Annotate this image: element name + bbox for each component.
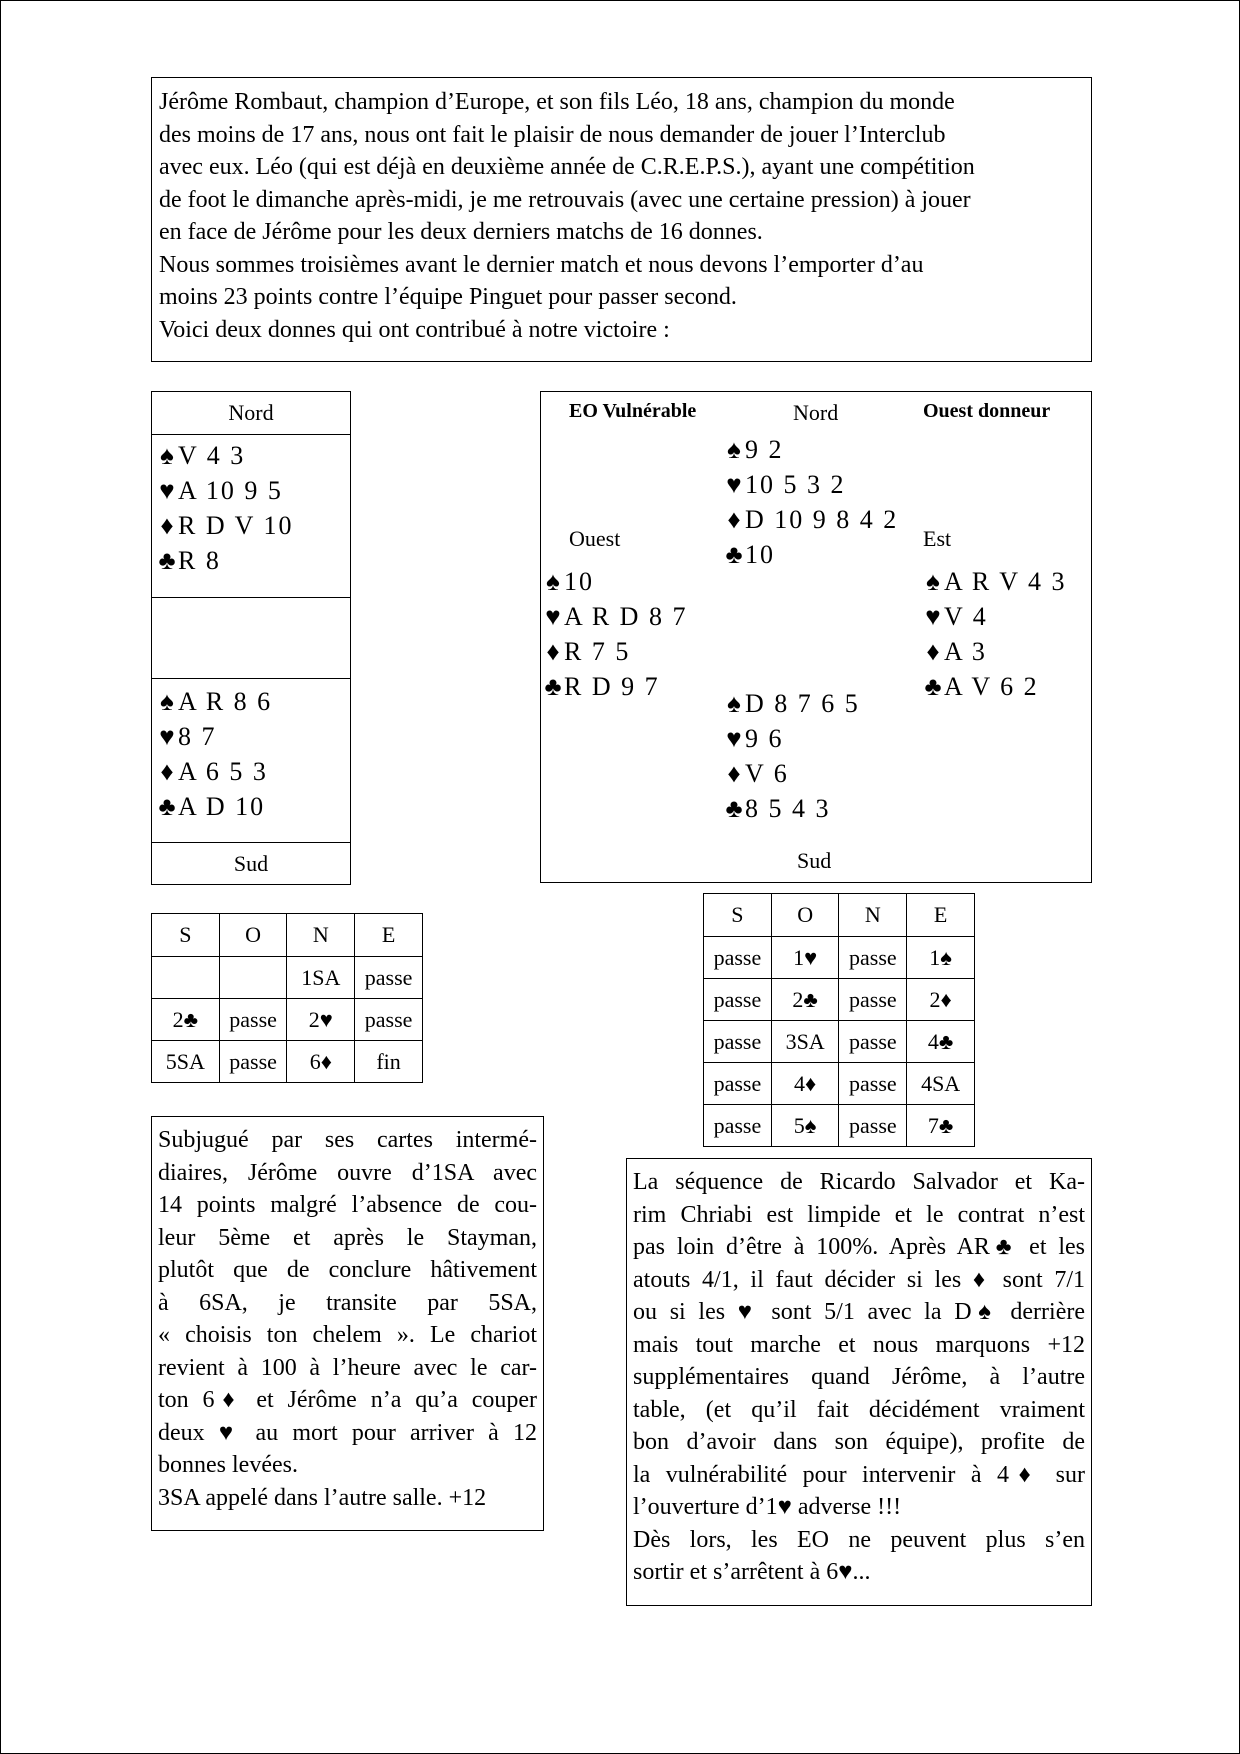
- bidding-header: N: [287, 914, 355, 957]
- comment-line: Dès lors, les EO ne peuvent plus s’en: [633, 1526, 1085, 1553]
- deal2-comment: [633, 1166, 1085, 1589]
- bidding-header: O: [771, 894, 839, 937]
- comment-line: l’ouverture d’1♥ adverse !!!: [633, 1494, 902, 1520]
- cards: A V 6 2: [944, 672, 1039, 701]
- bid-cell: [152, 957, 220, 999]
- deal2-diagram: [540, 391, 1092, 883]
- spade-icon: ♠: [727, 689, 741, 718]
- hand-line: [542, 634, 687, 669]
- deal2-comment-box: [626, 1158, 1092, 1606]
- cards: A D 10: [178, 792, 266, 821]
- deal1-comment-box: [151, 1116, 544, 1531]
- comment-line: Subjugué par ses cartes intermé-: [158, 1127, 537, 1153]
- cards: 8 5 4 3: [745, 794, 831, 823]
- deal2-west-label: Ouest: [569, 526, 621, 551]
- bid-cell: 1♥: [771, 937, 839, 979]
- dealer-label: Ouest donneur: [923, 400, 1051, 422]
- bidding-header: N: [839, 894, 907, 937]
- comment-line: à 6SA, je transite par 5SA,: [158, 1289, 537, 1316]
- bid-cell: 2♣: [152, 999, 220, 1041]
- cards: A R 8 6: [178, 687, 273, 716]
- intro-line: de foot le dimanche après-midi, je me retrouvais (avec une certaine pression) à jouer: [159, 186, 971, 213]
- heart-icon: ♥: [545, 602, 561, 631]
- intro-line: avec eux. Léo (qui est déjà en deuxième année de C.R.E.P.S.), ayant une compétition: [159, 154, 975, 180]
- bid-cell: passe: [839, 1021, 907, 1063]
- cards: A R V 4 3: [944, 567, 1067, 596]
- bid-cell: 3SA: [771, 1021, 839, 1063]
- bid-cell: 6♦: [287, 1041, 355, 1083]
- bid-cell: 7♣: [907, 1105, 975, 1147]
- bid-cell: passe: [355, 999, 423, 1041]
- hand-line: [723, 791, 860, 826]
- bidding-row: [704, 979, 975, 1021]
- comment-line: ton 6♦ et Jérôme n’a qu’a couper: [158, 1387, 537, 1413]
- cards: V 4 3: [178, 441, 246, 470]
- bid-cell: 1♠: [907, 937, 975, 979]
- bid-cell: passe: [704, 937, 772, 979]
- comment-line: pas loin d’être à 100%. Après AR♣ et les: [633, 1234, 1085, 1260]
- cards: 10: [745, 540, 775, 569]
- comment-line: mais tout marche et nous marquons +12: [633, 1331, 1085, 1358]
- bid-cell: passe: [704, 1105, 772, 1147]
- bidding-row: [704, 1063, 975, 1105]
- comment-line: rim Chriabi est limpide et le contrat n’est: [633, 1201, 1085, 1228]
- bid-cell: 5♠: [771, 1105, 839, 1147]
- cards: D 8 7 6 5: [745, 689, 860, 718]
- cards: R D 9 7: [564, 672, 660, 701]
- diamond-icon: ♦: [546, 637, 560, 666]
- deal1-north-hand: [156, 438, 293, 578]
- bid-cell: 2♥: [287, 999, 355, 1041]
- hand-line: [542, 669, 687, 704]
- bidding-row: [704, 1021, 975, 1063]
- bid-cell: 2♣: [771, 979, 839, 1021]
- comment-line: la vulnérabilité pour intervenir à 4♦ sur: [633, 1461, 1085, 1488]
- heart-icon: ♥: [726, 470, 742, 499]
- hand-line: [723, 686, 860, 721]
- comment-line: revient à 100 à l’heure avec le car-: [158, 1354, 537, 1381]
- bidding-header: S: [704, 894, 772, 937]
- heart-icon: ♥: [925, 602, 941, 631]
- bid-cell: passe: [839, 979, 907, 1021]
- cards: 10 5 3 2: [745, 470, 846, 499]
- cards: 9 2: [745, 435, 784, 464]
- bid-cell: 4♣: [907, 1021, 975, 1063]
- deal1-bidding-table: [151, 913, 423, 1083]
- cards: 10: [564, 567, 594, 596]
- bidding-header: E: [907, 894, 975, 937]
- bid-cell: passe: [219, 999, 287, 1041]
- bid-cell: passe: [704, 1063, 772, 1105]
- hand-line: [922, 599, 1067, 634]
- bid-cell: passe: [704, 1021, 772, 1063]
- deal1-diagram: [151, 391, 351, 885]
- deal2-north-hand: [723, 432, 898, 572]
- intro-line: Voici deux donnes qui ont contribué à notre victoire :: [159, 316, 670, 343]
- cards: V 6: [745, 759, 789, 788]
- intro-line: en face de Jérôme pour les deux derniers matchs de 16 donnes.: [159, 219, 763, 245]
- hand-line: [723, 467, 898, 502]
- vulnerability-label: EO Vulnérable: [569, 400, 697, 422]
- cards: 8 7: [178, 722, 217, 751]
- deal2-south-label: Sud: [797, 848, 832, 873]
- spade-icon: ♠: [546, 567, 560, 596]
- deal1-divider-top: [152, 597, 350, 598]
- bid-cell: 2♦: [907, 979, 975, 1021]
- intro-line: des moins de 17 ans, nous ont fait le plaisir de nous demander de jouer l’Interclub: [159, 121, 946, 148]
- bid-cell: 4♦: [771, 1063, 839, 1105]
- hand-line: [156, 508, 293, 543]
- comment-line: deux ♥ au mort pour arriver à 12: [158, 1419, 537, 1446]
- bid-cell: fin: [355, 1041, 423, 1083]
- comment-line: « choisis ton chelem ». Le chariot: [158, 1322, 537, 1348]
- diamond-icon: ♦: [926, 637, 940, 666]
- intro-text: [159, 86, 1085, 346]
- spade-icon: ♠: [926, 567, 940, 596]
- hand-line: [156, 543, 293, 578]
- bidding-header-row: [704, 894, 975, 937]
- cards: A 10 9 5: [178, 476, 283, 505]
- intro-line: Nous sommes troisièmes avant le dernier match et nous devons l’emporter d’au: [159, 251, 924, 278]
- diamond-icon: ♦: [160, 511, 174, 540]
- comment-line: sortir et s’arrêtent à 6♥...: [633, 1559, 871, 1585]
- club-icon: ♣: [725, 540, 743, 569]
- deal1-comment: [158, 1124, 537, 1514]
- hand-line: [922, 634, 1067, 669]
- cards: 9 6: [745, 724, 784, 753]
- bidding-header: S: [152, 914, 220, 957]
- diamond-icon: ♦: [727, 505, 741, 534]
- bid-cell: 5SA: [152, 1041, 220, 1083]
- comment-line: table, (et qu’il fait décidément vraiment: [633, 1396, 1085, 1423]
- cards: A R D 8 7: [564, 602, 688, 631]
- hand-line: [156, 719, 272, 754]
- club-icon: ♣: [725, 794, 743, 823]
- deal2-east-label: Est: [923, 526, 952, 551]
- heart-icon: ♥: [726, 724, 742, 753]
- intro-line: Jérôme Rombaut, champion d’Europe, et son fils Léo, 18 ans, champion du monde: [159, 89, 955, 115]
- hand-line: [723, 537, 898, 572]
- bid-cell: passe: [839, 1063, 907, 1105]
- hand-line: [156, 789, 272, 824]
- comment-line: leur 5ème et après le Stayman,: [158, 1224, 537, 1251]
- cards: R 7 5: [564, 637, 631, 666]
- bidding-row: [152, 999, 423, 1041]
- cards: R 8: [178, 546, 221, 575]
- bidding-header: O: [219, 914, 287, 957]
- deal2-south-hand: [723, 686, 860, 826]
- bid-cell: passe: [839, 1105, 907, 1147]
- hand-line: [723, 432, 898, 467]
- spade-icon: ♠: [160, 687, 174, 716]
- club-icon: ♣: [158, 546, 176, 575]
- club-icon: ♣: [544, 672, 562, 701]
- deal1-south-footer: [152, 842, 350, 885]
- deal2-north-label: Nord: [793, 400, 839, 425]
- hand-line: [542, 564, 687, 599]
- deal1-divider-bottom: [152, 678, 350, 679]
- hand-line: [922, 564, 1067, 599]
- intro-box: [151, 77, 1092, 362]
- bid-cell: 1SA: [287, 957, 355, 999]
- heart-icon: ♥: [159, 722, 175, 751]
- deal2-east-hand: [922, 564, 1067, 704]
- comment-line: bonnes levées.: [158, 1452, 298, 1478]
- comment-line: supplémentaires quand Jérôme, à l’autre: [633, 1364, 1085, 1390]
- bidding-header-row: [152, 914, 423, 957]
- deal1-south-label: Sud: [233, 851, 269, 876]
- comment-line: plutôt que de conclure hâtivement: [158, 1257, 537, 1283]
- comment-line: diaires, Jérôme ouvre d’1SA avec: [158, 1159, 537, 1186]
- cards: D 10 9 8 4 2: [745, 505, 899, 534]
- bidding-row: [704, 937, 975, 979]
- hand-line: [723, 756, 860, 791]
- cards: R D V 10: [178, 511, 294, 540]
- bidding-header: E: [355, 914, 423, 957]
- deal1-south-hand: [156, 684, 272, 824]
- hand-line: [156, 684, 272, 719]
- comment-line: atouts 4/1, il faut décider si les ♦ sont 7/1: [633, 1266, 1085, 1293]
- comment-line: ou si les ♥ sont 5/1 avec la D♠ derrière: [633, 1299, 1085, 1325]
- bid-cell: passe: [704, 979, 772, 1021]
- club-icon: ♣: [924, 672, 942, 701]
- hand-line: [156, 473, 293, 508]
- spade-icon: ♠: [160, 441, 174, 470]
- diamond-icon: ♦: [160, 757, 174, 786]
- hand-line: [156, 754, 272, 789]
- bid-cell: passe: [219, 1041, 287, 1083]
- cards: A 6 5 3: [178, 757, 268, 786]
- deal1-north-header: [152, 392, 350, 435]
- hand-line: [723, 502, 898, 537]
- cards: A 3: [944, 637, 987, 666]
- bid-cell: passe: [839, 937, 907, 979]
- intro-line: moins 23 points contre l’équipe Pinguet pour passer second.: [159, 284, 737, 310]
- club-icon: ♣: [158, 792, 176, 821]
- diamond-icon: ♦: [727, 759, 741, 788]
- bid-cell: 4SA: [907, 1063, 975, 1105]
- spade-icon: ♠: [727, 435, 741, 464]
- deal2-west-hand: [542, 564, 687, 704]
- bidding-row: [704, 1105, 975, 1147]
- bid-cell: passe: [355, 957, 423, 999]
- hand-line: [723, 721, 860, 756]
- comment-line: La séquence de Ricardo Salvador et Ka-: [633, 1169, 1085, 1195]
- cards: V 4: [944, 602, 988, 631]
- heart-icon: ♥: [159, 476, 175, 505]
- bidding-row: [152, 1041, 423, 1083]
- hand-line: [156, 438, 293, 473]
- hand-line: [542, 599, 687, 634]
- hand-line: [922, 669, 1067, 704]
- comment-line: 3SA appelé dans l’autre salle. +12: [158, 1484, 487, 1511]
- comment-line: 14 points malgré l’absence de cou-: [158, 1192, 537, 1218]
- comment-line: bon d’avoir dans son équipe), profite de: [633, 1429, 1085, 1455]
- deal1-north-label: Nord: [228, 400, 274, 425]
- bidding-row: [152, 957, 423, 999]
- bid-cell: [219, 957, 287, 999]
- deal2-bidding-table: [703, 893, 975, 1147]
